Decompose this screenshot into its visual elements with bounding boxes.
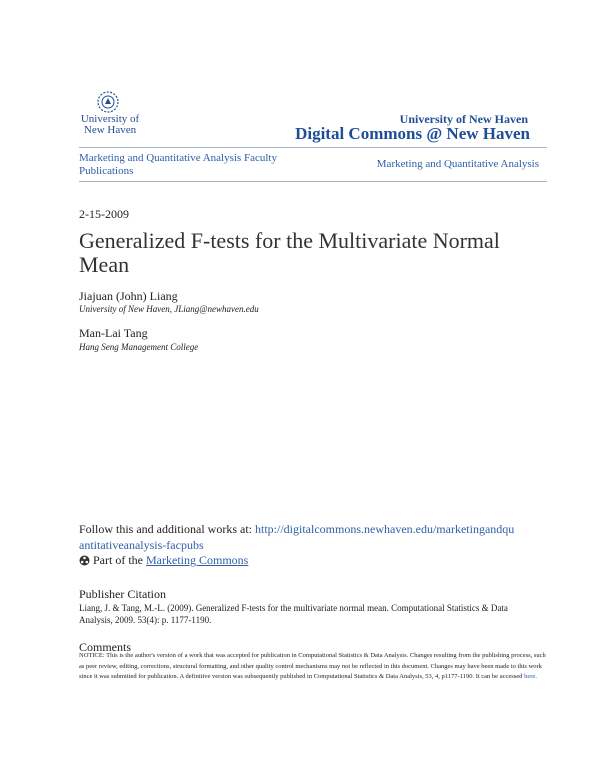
comments-body: NOTICE: This is the author's version of a work that was accepted for publication in Computational Statistics & Data Analysis. Changes resulting from the publishing process, such as peer review, editing, corrections, structural formatting, and other quality control mechanisms may not be reflected in this document. Changes may have been made to this work since it was submitted for publication. A definitive version was subsequently published in Computational Statistics & Data Analysis, 53, 4, p1177-1190. It can be accessed	[79, 652, 546, 680]
publication-date: 2-15-2009	[79, 207, 129, 221]
author-name: Man-Lai Tang	[79, 326, 148, 340]
comments-heading: Comments	[79, 640, 132, 654]
logo-text-line1: University of	[80, 113, 140, 125]
collection-url-link[interactable]: http://digitalcommons.newhaven.edu/marketingandquantitativeanalysis-facpubs	[79, 522, 515, 552]
department-link[interactable]: Marketing and Quantitative Analysis	[376, 158, 539, 170]
accessed-here-link[interactable]: here	[524, 673, 536, 680]
commons-network-icon	[79, 555, 90, 566]
repository-link[interactable]: Digital Commons @ New Haven	[295, 124, 530, 143]
header-divider-top	[79, 147, 547, 148]
comments-text	[79, 651, 549, 683]
part-of-prefix: Part of the	[93, 553, 143, 567]
author-affiliation: University of New Haven, JLiang@newhaven.edu	[79, 304, 259, 314]
comments-end: .	[535, 673, 537, 680]
publisher-citation-heading: Publisher Citation	[79, 587, 166, 601]
publisher-citation-text: Liang, J. & Tang, M.-L. (2009). Generalized F-tests for the multivariate normal mean. Computational Statistics & Data Analysis, 2009. 53(4): p. 1177-1190.	[79, 603, 508, 625]
follow-statement	[79, 521, 519, 553]
author-affiliation: Hang Seng Management College	[79, 342, 199, 352]
part-of-statement	[79, 553, 248, 568]
follow-prefix: Follow this and additional works at:	[79, 522, 255, 536]
university-seal-icon	[96, 90, 120, 114]
author-name: Jiajuan (John) Liang	[79, 289, 178, 303]
institution-link[interactable]: University of New Haven	[399, 112, 528, 126]
collection-link[interactable]: Marketing and Quantitative Analysis Faculty Publications	[79, 152, 277, 177]
header-divider-bottom	[79, 181, 547, 182]
logo-text-line2: New Haven	[83, 124, 137, 136]
marketing-commons-link[interactable]: Marketing Commons	[146, 553, 249, 567]
university-logo[interactable]	[78, 90, 142, 142]
article-title: Generalized F-tests for the Multivariate Normal Mean	[79, 228, 500, 277]
